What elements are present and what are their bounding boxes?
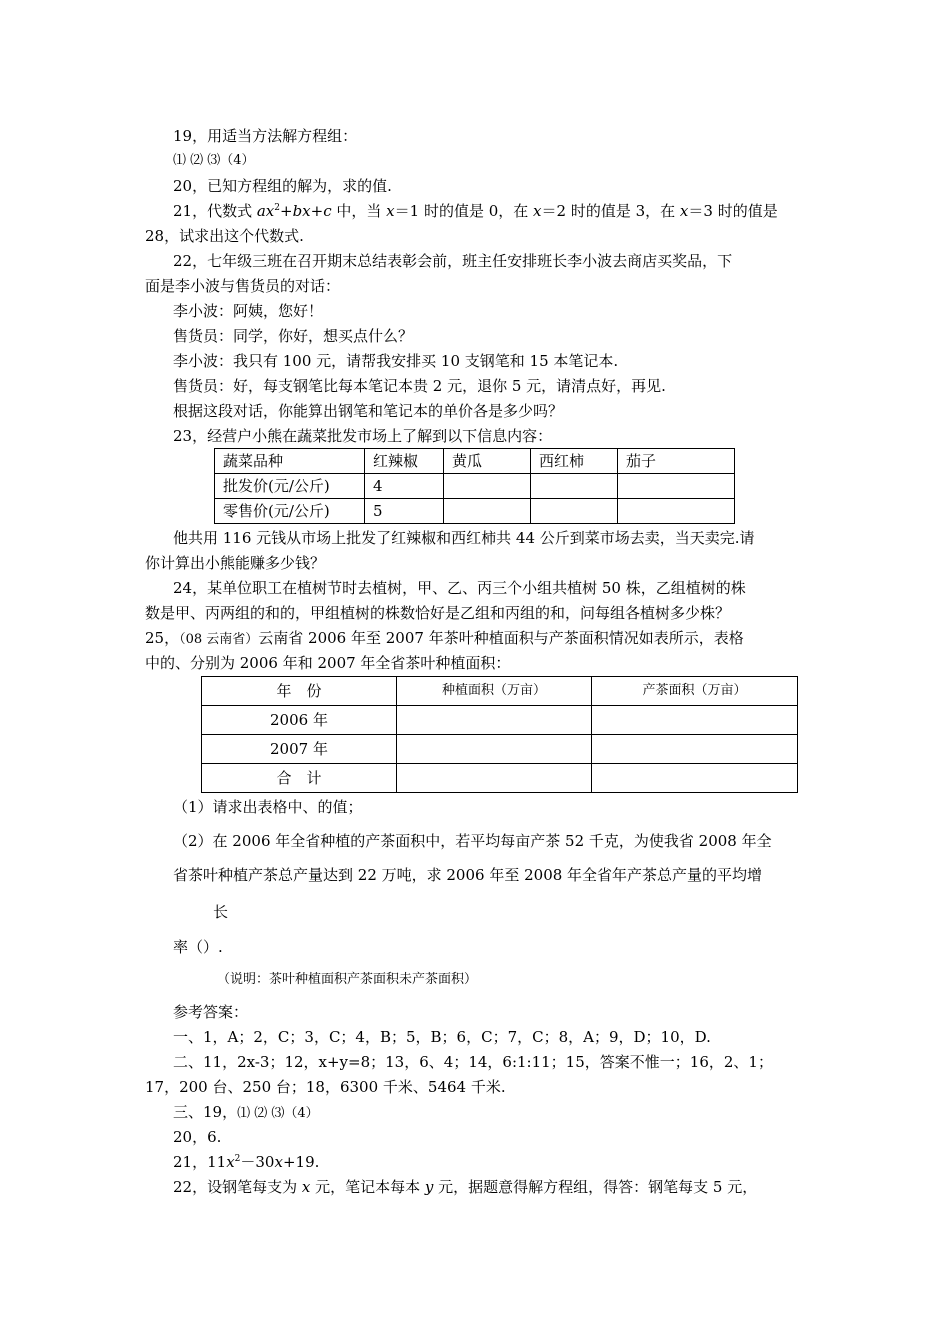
table-cell: 5 [365,499,444,524]
q25-sub1: （1）请求出表格中、的值； [173,798,363,816]
table-cell [444,499,531,524]
table-header-row [202,677,798,706]
q22-line2: 面是李小波与售货员的对话： [145,277,341,295]
q25-line1: 25，（08 云南省）云南省 2006 年至 2007 年茶叶种植面积与产茶面积情况如表所示，表格 [145,629,744,647]
q21-line1: 21，代数式 $ax^2+bx+c$ 中，当 x＝1 时的值是 0，在 x＝2 时的值是 3，在 x＝3 时的值是 [173,202,778,220]
q22-dialog-2: 售货员：同学，你好，想买点什么？ [173,327,414,345]
table-row [215,474,735,499]
q25-sub2-line4: 率（）. [173,938,223,956]
q25-line2: 中的、分别为 2006 年和 2007 年全省茶叶种植面积： [145,654,511,672]
table-cell: 4 [365,474,444,499]
table-cell [592,735,798,764]
table-header-row [215,449,735,474]
q25-sub2-line3: 长 [213,903,229,921]
q24-line1: 24，某单位职工在植树节时去植树，甲、乙、丙三个小组共植树 50 株，乙组植树的株 [173,579,746,597]
q22-dialog-4: 售货员：好，每支钢笔比每本笔记本贵 2 元，退你 5 元，请清点好，再见. [173,377,666,395]
table-cell [397,706,592,735]
table-row [202,735,798,764]
table-cell [397,735,592,764]
table-cell [531,499,618,524]
answer-20: 20，6. [173,1128,222,1146]
q22-line1: 22，七年级三班在召开期末总结表彰会前，班主任安排班长李小波去商店买奖品，下 [173,252,733,270]
tea-area-table [201,676,798,793]
q20-text: 20，已知方程组的解为，求的值. [173,177,392,195]
answers-section-1: 一、1，A；2，C；3，C；4，B；5，B；6，C；7，C；8，A；9，D；10，D. [173,1028,711,1046]
answers-section-2-line1: 二、11，2x-3；12，x+y=8；13，6、4；14，6:1:11；15，答案不惟一；16，2、1； [173,1053,773,1071]
table-cell: 茄子 [618,449,735,474]
table-cell: 合 计 [202,764,397,793]
table-cell [618,474,735,499]
answer-22: 22，设钢笔每支为 x 元，笔记本每本 y 元，据题意得解方程组，得答：钢笔每支 5 元， [173,1178,758,1196]
q25-sub2-line1: （2）在 2006 年全省种植的产茶面积中，若平均每亩产茶 52 千克，为使我省 2008 年全 [173,832,772,850]
q23-after-2: 你计算出小熊能赚多少钱？ [145,554,326,572]
q22-question: 根据这段对话，你能算出钢笔和笔记本的单价各是多少吗？ [173,402,564,420]
q23-after-1: 他共用 116 元钱从市场上批发了红辣椒和西红柿共 44 公斤到菜市场去卖，当天卖完.请 [173,529,755,547]
table-cell: 黄瓜 [444,449,531,474]
q22-dialog-3: 李小波：我只有 100 元，请帮我安排买 10 支钢笔和 15 本笔记本. [173,352,619,370]
q25-note: （说明：茶叶种植面积产茶面积未产茶面积） [217,972,478,987]
q19-text: 19，用适当方法解方程组： [173,127,358,145]
q23-intro: 23，经营户小熊在蔬菜批发市场上了解到以下信息内容： [173,427,553,445]
q19-parts: ⑴ ⑵ ⑶（4） [173,153,255,168]
table-cell [618,499,735,524]
table-cell: 西红柿 [531,449,618,474]
q21-line2: 28，试求出这个代数式. [145,227,304,245]
answers-section-3: 三、19，⑴ ⑵ ⑶（4） [173,1103,319,1121]
table-cell: 零售价(元/公斤) [215,499,365,524]
table-cell [397,764,592,793]
table-cell [444,474,531,499]
table-cell: 红辣椒 [365,449,444,474]
answer-21: 21，$11x^2-30x+19$. [173,1153,320,1171]
answers-section-2-line2: 17，200 台、250 台；18，6300 千米、5464 千米. [145,1078,506,1096]
vegetable-price-table [214,448,735,524]
table-row [215,499,735,524]
table-cell: 2006 年 [202,706,397,735]
q24-line2: 数是甲、丙两组的和的，甲组植树的株数恰好是乙组和丙组的和，问每组各植树多少株？ [145,604,731,622]
table-cell: 产茶面积（万亩） [592,677,798,706]
table-cell [531,474,618,499]
table-row [202,764,798,793]
q22-dialog-1: 李小波：阿姨，您好！ [173,302,324,320]
table-cell [592,764,798,793]
q25-sub2-line2: 省茶叶种植产茶总产量达到 22 万吨，求 2006 年至 2008 年全省年产茶总产量的平均增 [173,866,763,884]
table-cell: 年 份 [202,677,397,706]
table-cell [592,706,798,735]
answers-title: 参考答案： [173,1003,249,1021]
table-row [202,706,798,735]
table-cell: 蔬菜品种 [215,449,365,474]
table-cell: 种植面积（万亩） [397,677,592,706]
table-cell: 批发价(元/公斤) [215,474,365,499]
table-cell: 2007 年 [202,735,397,764]
